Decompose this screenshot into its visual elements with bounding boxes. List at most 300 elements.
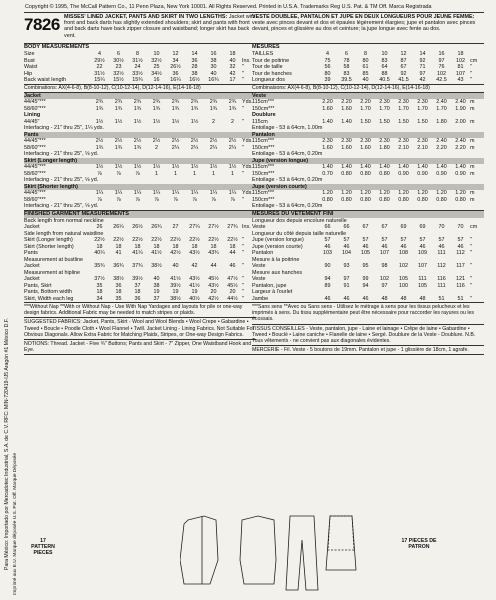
unit: " [242,289,244,295]
cell-value: 1.90 [455,105,466,112]
cell-value: 1¾ [95,144,104,151]
cell-value: 76 [438,64,445,70]
french-title: VESTE DOUBLEE, PANTALON ET JUPE EN DEUX LONGUEURS POUR JEUNE FEMME: veste avec pinces devant et dos et épaules légèrement élargies; jupe et pantalon avec pinces devant, pinces et glissière au dos et ceinture; la jupe longue avec fente au dos. [252,14,476,33]
size-header: 8 [364,51,367,57]
cell-value: 1.20 [417,190,428,196]
cell-value: 34 [172,57,179,64]
unit: " [470,64,472,70]
unit: m [470,138,475,144]
doublure-label: Doublure [252,112,276,118]
cell-value: 22½ [151,237,162,243]
row-label: Measurement at bustline [24,256,84,263]
cell-value: 1½ [114,118,123,125]
cell-value: 1.40 [341,118,352,125]
cell-value: 1½ [228,164,237,170]
cell-value: 18 [134,289,141,295]
row-label: Back waist length [24,77,66,83]
size-header: 12 [172,51,179,57]
cell-value: 42 [229,70,236,77]
cell-value: 2½ [114,138,123,144]
cell-value: ⅞ [192,196,197,203]
row-label: 44/45"*** [24,99,46,105]
row-label: Pantalon, jupe [252,282,287,289]
cell-value: 0.80 [360,170,371,177]
cell-value: 1.50 [398,118,409,125]
cell-value: 39½ [170,282,181,289]
cell-value: 1 [231,170,234,177]
cell-value: 92 [419,57,426,64]
cell-value: 109 [418,250,427,256]
unit: " [470,70,472,77]
unit: m [470,170,475,177]
cell-value: 2.20 [360,99,371,105]
cell-value: ⅞ [97,196,102,203]
cell-value: 22½ [189,237,200,243]
cell-value: 40 [229,57,236,64]
combinations: Combinations: AX(4-6-8), B(8-10-12), C(10-12-14), D(12-14-16), E(14-16-18) [24,85,256,93]
cell-value: 104 [342,250,351,256]
cell-value: 1¼ [171,190,180,196]
cell-value: 18 [115,289,122,295]
cell-value: 44 [229,250,236,256]
cell-value: 18 [115,243,122,250]
cell-value: 46 [343,243,350,250]
suggested-fabrics: SUGGESTED FABRICS: Jacket, Pants, Skirt - Wool and Wool Blends • Wool Crepe • Gabardine • Tweed • Boucle • Poodle Cloth • Wool Flannel • Twill. Jacket Lining - Lining Fabrics. Not Suitable For Obvious Diagonals. Allow Extra Fabric for Matching Plaids, Stripes, or One-way Design Fabrics. [24,318,256,340]
unit: m [470,144,475,151]
unit: " [242,282,244,289]
cell-value: 1.60 [322,144,333,151]
unit: " [470,282,472,289]
cell-value: ⅞ [154,196,159,203]
cell-value: 40 [210,70,217,77]
cell-value: 1.40 [398,164,409,170]
cell-value: 2¼ [209,144,218,151]
cell-value: 1½ [209,164,218,170]
cell-value: 57 [457,237,464,243]
cell-value: 18 [96,243,103,250]
row-label: Measurement at hipline [24,269,81,276]
cell-value: 1¾ [133,144,142,151]
cell-value: 1.80 [436,118,447,125]
cell-value: 22 [96,64,103,70]
cell-value: 0.80 [455,196,466,203]
cell-value: 22½ [113,237,124,243]
body-measurements [24,44,256,85]
cell-value: 80 [362,57,369,64]
finished-row [252,296,484,303]
cell-value: 15½ [113,77,124,83]
cell-value: 1¾ [114,105,123,112]
size-header: 8 [136,51,139,57]
row-label: Mesure à la poitrine [252,256,300,263]
cell-value: 108 [399,250,408,256]
cell-value: 46 [362,295,369,302]
cell-value: 41¼ [132,250,143,256]
veste-label: Veste [252,93,484,100]
cell-value: 102 [380,276,389,282]
cell-value: 91 [343,282,350,289]
cell-value: 1½ [152,118,161,125]
cell-value: 2½ [95,138,104,144]
cell-value: 38½ [170,295,181,302]
cell-value: 24 [134,64,141,70]
cell-value: 70 [457,224,464,230]
size-header: 4 [98,51,101,57]
row-label: Veste [252,224,266,230]
row-label: Jupe (version longue) [252,237,304,243]
cell-value: 112 [456,250,465,256]
cell-value: 1.20 [341,190,352,196]
cell-value: 69 [419,224,426,230]
row-label: Bust [24,57,35,64]
cell-value: 41½ [189,282,200,289]
cell-value: 88 [381,70,388,77]
size-header: 10 [381,51,388,57]
size-header: 10 [153,51,160,57]
cell-value: 1½ [190,164,199,170]
cell-value: 0.80 [360,196,371,203]
cell-value: 40 [172,263,179,269]
cell-value: 2¾ [209,99,218,105]
measurement-row [24,77,256,84]
cell-value: 1¾ [228,105,237,112]
cell-value: 0.90 [436,170,447,177]
unit: m [470,99,475,105]
unit: m [470,190,475,196]
cell-value: ⅞ [211,196,216,203]
cell-value: 46 [419,243,426,250]
row-label: 44/45"*** [24,164,46,170]
size-header: 14 [191,51,198,57]
row-label: Tour de taille [252,64,283,70]
cell-value: ⅞ [135,196,140,203]
cell-value: 1.40 [360,164,371,170]
unit: " [242,70,244,77]
cell-value: 22½ [132,237,143,243]
cell-value: 102 [456,57,465,64]
cell-value: 43 [457,77,464,83]
cell-value: 75 [324,57,331,64]
cell-value: 37¾ [132,263,143,269]
cell-value: 43½ [208,282,219,289]
cell-value: 36¾ [113,263,124,269]
cell-value: 2.30 [417,138,428,144]
cell-value: 1.40 [322,164,333,170]
cell-value: 0.80 [341,196,352,203]
entoilage-note: Entoilage - 53 à 64cm, 0.20m [252,151,323,157]
row-label: 150cm*** [252,196,275,203]
unit: Yds. [242,190,253,196]
cell-value: 64 [381,64,388,70]
row-label: Longueur dos [252,77,285,83]
cell-value: 94 [362,282,369,289]
cell-value: 83 [343,70,350,77]
unit: " [242,118,244,125]
row-label: Veste [252,276,266,282]
cell-value: 40 [362,77,369,83]
cell-value: 20 [229,289,236,295]
cell-value: 45½ [208,276,219,282]
mesures [252,44,484,85]
unit: " [470,237,472,243]
combinaisons: Combinaisons: AX(4-6-8), B(8-10-12), C(10-12-14), D(12-14-16), E(14-16-18) [252,85,484,93]
size-row: TAILLES 4 6 8 10 12 14 16 18 [252,51,484,58]
cell-value: 48 [381,295,388,302]
cell-value: 42½ [208,295,219,302]
cell-value: 1.70 [379,105,390,112]
section-heading: BODY MEASUREMENTS [24,44,256,51]
mercerie: MERCERIE - Fil. Veste - 5 boutons de 19mm. Pantalon et jupe - 1 glissière de 18cm, 1 agrafe. [252,346,484,355]
cell-value: 1½ [114,164,123,170]
cell-value: 1½ [95,164,104,170]
cell-value: 2¾ [190,99,199,105]
unit: Yds. [242,164,253,170]
cell-value: 38½ [113,276,124,282]
french-column [252,12,484,355]
size-header: 6 [117,51,120,57]
size-header: 16 [438,51,445,57]
unit: " [242,237,244,243]
size-header: 4 [326,51,329,57]
cell-value: 39½ [132,276,143,282]
unit: " [470,250,472,256]
cell-value: 97 [343,276,350,282]
unit: " [242,250,244,256]
pattern-header [24,12,256,44]
cell-value: 61 [362,64,369,70]
unit: " [242,144,244,151]
cell-value: 1½ [133,164,142,170]
cell-value: ⅞ [173,196,178,203]
cell-value: 57 [400,237,407,243]
cell-value: 37½ [94,276,105,282]
cell-value: 30 [210,64,217,70]
row-label: Veste [252,263,266,269]
cell-value: 18 [210,243,217,250]
cell-value: 1¼ [190,190,199,196]
cell-value: 57 [419,237,426,243]
section-heading: MESURES DU VETEMENT FINI [252,211,484,218]
cell-value: 32 [229,64,236,70]
vertical-import-note: Para México: Importado por Mercadotec Industrial, S.A. de C.V. RFC: MIN-720419-IJ5 Aragón #1 México D.F. [4,318,10,570]
cell-value: 116 [456,282,465,289]
cell-value: 36 [191,57,198,64]
unit: m [470,118,475,125]
cell-value: 0.80 [417,196,428,203]
cell-value: 45½ [227,282,238,289]
interfacing-note: Interfacing - 21" thru 25", ⅛ yd. [24,177,99,183]
cell-value: 18 [134,243,141,250]
cell-value: 2¾ [171,99,180,105]
cell-value: 87 [400,57,407,64]
jupe-long-label: Jupe (version longue) [252,158,484,165]
cell-value: 47½ [227,276,238,282]
cell-value: 1 [155,170,158,177]
cell-value: 2.30 [322,138,333,144]
cell-value: 2.30 [417,99,428,105]
cell-value: 69 [400,224,407,230]
lining-label: Lining [24,112,41,118]
cell-value: 39.5 [341,77,352,83]
cell-value: 28 [191,64,198,70]
pantalon-label: Pantalon [252,132,484,139]
cell-value: 42.5 [436,77,447,83]
cell-value: 46 [438,243,445,250]
cell-value: 111 [437,282,446,289]
cell-value: 43½ [189,250,200,256]
unit: " [470,77,472,83]
cell-value: 1.20 [436,190,447,196]
cell-value: 71 [419,64,426,70]
tissus-conseilles: TISSUS CONSEILLES - Veste, pantalon, jupe - Laine et lainage • Crêpe de laine • Gabardine • Tweed • Bouclé • Laine caniche • Flanelle de laine • Sergé. Doublure de la Veste - Doublure. N.B. Tous vêtements - ne convient pas aux diagonales évidentes. [252,325,484,347]
row-label: Side length from natural waistline [24,230,104,237]
cell-value: 1¼ [133,190,142,196]
unit: m [470,164,475,170]
skirt-short-label: Skirt (Shorter length) [24,184,256,191]
cell-value: 31½ [94,70,105,77]
jacket-sketch [180,516,276,584]
cell-value: 2.30 [341,138,352,144]
cell-value: 1.20 [398,190,409,196]
cell-value: 0.80 [341,170,352,177]
cell-value: 90 [324,263,331,269]
cell-value: 1.50 [379,118,390,125]
cell-value: 18 [153,243,160,250]
cell-value: 1¾ [95,105,104,112]
unit: " [242,196,244,203]
row-label: 115cm*** [252,99,275,105]
cell-value: 121 [456,276,465,282]
cell-value: 116 [437,276,446,282]
cell-value: 93 [343,263,350,269]
unit: " [242,105,244,112]
cell-value: 46 [457,243,464,250]
cell-value: 2½ [228,138,237,144]
cell-value: 16½ [189,77,200,83]
cell-value: 51 [457,295,464,302]
cell-value: 40 [153,276,160,282]
cell-value: 38 [153,282,160,289]
cell-value: 46 [381,243,388,250]
cell-value: 1½ [171,118,180,125]
row-label: 44/45"*** [24,190,46,196]
cell-value: 1¾ [209,105,218,112]
cell-value: 83 [381,57,388,64]
cell-value: 32½ [151,57,162,64]
cell-value: 2.20 [341,99,352,105]
cell-value: 107 [456,70,465,77]
cell-value: 1¾ [190,105,199,112]
nap-note: ***Without Nap **With or Without Nap - Use With Nap Yardages and layouts for pile or one-way design fabrics. Additional Fabric may be needed to match stripes or plaids. [24,303,256,318]
cell-value: 105 [418,282,427,289]
cell-value: 26 [96,224,103,230]
cell-value: 19 [153,289,160,295]
row-label: 115cm*** [252,190,275,196]
cell-value: 26¼ [113,224,124,230]
cell-value: 32½ [113,70,124,77]
row-label: Jacket [24,263,40,269]
cell-value: 2.30 [398,99,409,105]
row-label: 115cm*** [252,164,275,170]
cell-value: 16¼ [170,77,181,83]
cell-value: 18 [172,243,179,250]
copyright-line: Copyright © 1995, The McCall Pattern Co., 11 Penn Plaza, New York 10001. All Rights Reserved. Printed in U.S.A. Trademarks Reg U.S. Pat. & TM Off. Marca Registrada [25,4,432,10]
cell-value: 18 [229,243,236,250]
unit: " [470,263,472,269]
cell-value: 22½ [170,237,181,243]
unit: Ins. [242,224,251,230]
cell-value: 15¼ [94,77,105,83]
cell-value: 46 [343,295,350,302]
cell-value: 67 [400,64,407,70]
row-label: Pants, Bottom width [24,289,72,295]
cell-value: 57 [324,237,331,243]
metrage-table [252,93,484,211]
cell-value: 0.90 [417,170,428,177]
cell-value: 2.20 [436,144,447,151]
row-label: Pants [24,250,38,256]
cell-value: 38 [191,70,198,77]
cell-value: 15¾ [132,77,143,83]
yardage-table [24,93,256,211]
cell-value: ⅞ [116,196,121,203]
cell-value: 1.70 [417,105,428,112]
cell-value: 0.90 [455,170,466,177]
unit: " [242,64,244,70]
cell-value: 107 [380,250,389,256]
cell-value: 40½ [189,295,200,302]
cell-value: 1.40 [322,118,333,125]
cell-value: 102 [399,263,408,269]
cell-value: 2¾ [152,99,161,105]
notions: NOTIONS: Thread. Jacket - Five ¾" Buttons; Pants and Skirt - 7" Zipper, One Waistband Hook and Eye. [24,340,256,355]
cell-value: 42 [419,77,426,83]
cell-value: 57 [362,237,369,243]
cell-value: 17 [229,77,236,83]
cell-value: 2.00 [455,118,466,125]
cell-value: 2 [155,144,158,151]
row-label: Waist [24,64,38,70]
cell-value: 2 [212,118,215,125]
cell-value: 107 [418,263,427,269]
cell-value: 2¾ [114,99,123,105]
cell-value: 25 [153,64,160,70]
cell-value: 78 [343,57,350,64]
cell-value: 1¼ [228,190,237,196]
unit: Yds. [242,99,253,105]
cell-value: 31½ [132,57,143,64]
cell-value: 1.60 [341,144,352,151]
cell-value: 1.60 [341,105,352,112]
cell-value: 27½ [208,224,219,230]
unit: cm [470,224,478,230]
cell-value: 2.40 [455,138,466,144]
cell-value: 46 [229,263,236,269]
cell-value: 95 [362,263,369,269]
english-title: MISSES' LINED JACKET, PANTS AND SKIRT IN TWO LENGTHS: Jacket with front and back darts has slightly extended shoulders; skirt and pants with front and back darts have back zipper closure and waistband; longer skirt has back vent. [64,14,256,39]
cell-value: 26¾ [151,224,162,230]
row-label: 44/45"*** [24,138,46,144]
cell-value: 1½ [95,118,104,125]
row-label: Jacket [24,224,40,230]
cell-value: 18 [96,289,103,295]
cell-value: 48 [419,295,426,302]
jupe-short-label: Jupe (version courte) [252,184,484,191]
cell-value: 105 [361,250,370,256]
cell-value: 0.80 [379,170,390,177]
row-label: Longueur dos depuis encolure naturelle [252,217,347,224]
cell-value: 1.80 [379,144,390,151]
